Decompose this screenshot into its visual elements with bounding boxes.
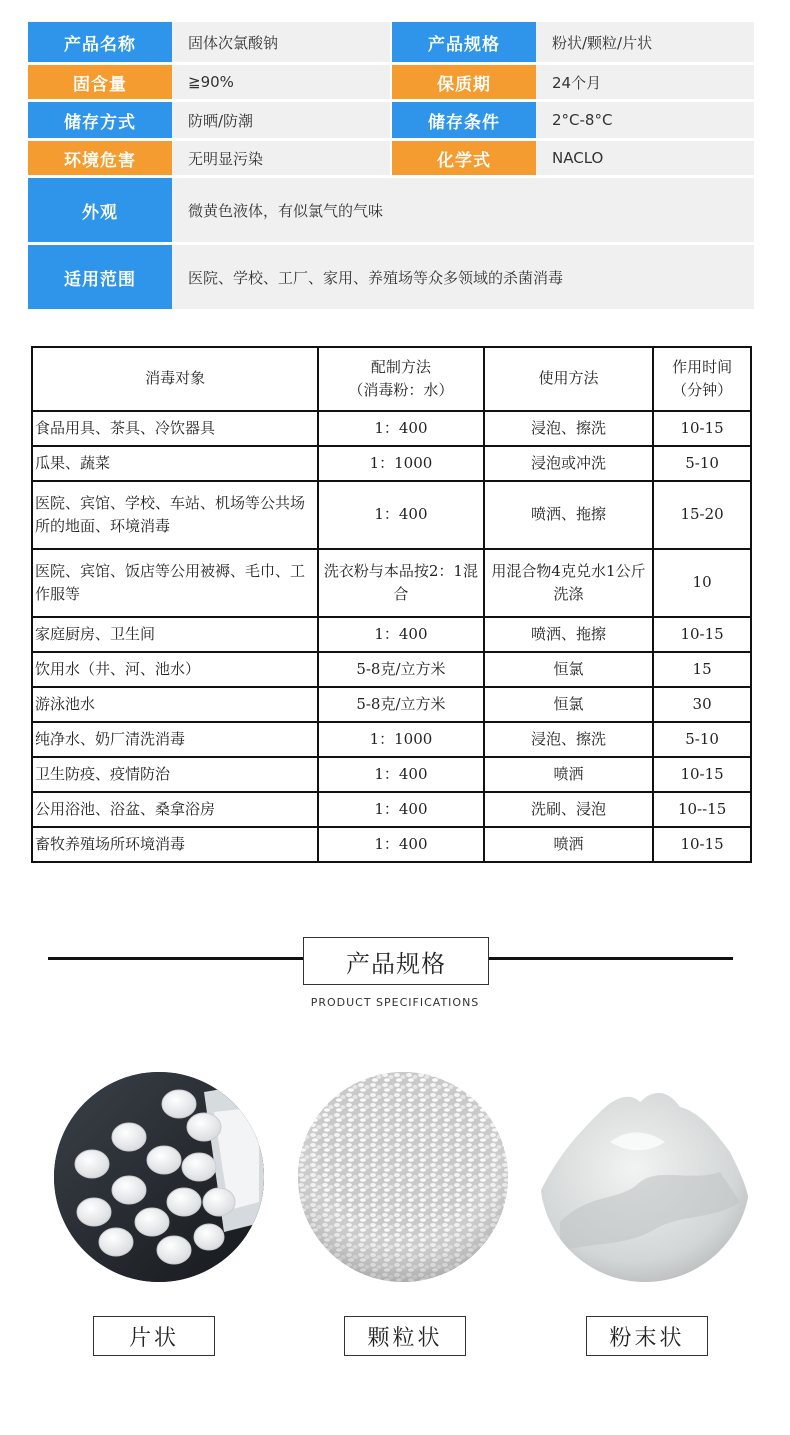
scope-label: 适用范围 (28, 245, 172, 309)
cell-object: 畜牧养殖场所环境消毒 (32, 827, 318, 862)
cell-prep: 5-8克/立方米 (318, 652, 484, 687)
cell-time: 10-15 (653, 411, 751, 446)
spec-label: 储存方式 (28, 102, 172, 138)
cell-object: 医院、宾馆、学校、车站、机场等公共场所的地面、环境消毒 (32, 481, 318, 549)
cell-usage: 用混合物4克兑水1公斤洗涤 (484, 549, 654, 617)
granules-photo (298, 1072, 508, 1282)
header-prep-line2: （消毒粉：水） (348, 381, 454, 399)
spec-label: 化学式 (392, 141, 536, 175)
section-title: 产品规格 (303, 937, 489, 985)
table-row (32, 792, 751, 827)
spec-label: 产品名称 (28, 22, 172, 62)
cell-object: 卫生防疫、疫情防治 (32, 757, 318, 792)
spec-label: 储存条件 (392, 102, 536, 138)
table-row (32, 411, 751, 446)
cell-time: 15-20 (653, 481, 751, 549)
cell-usage: 恒氯 (484, 652, 654, 687)
dosage-header-row (32, 347, 751, 411)
appearance-value: 微黄色液体，有似氯气的气味 (172, 178, 754, 242)
dosage-table (31, 346, 752, 863)
spec-label: 产品规格 (392, 22, 536, 62)
heading-rule-right (488, 957, 733, 960)
cell-usage: 洗刷、浸泡 (484, 792, 654, 827)
cell-time: 10-15 (653, 617, 751, 652)
table-row (32, 757, 751, 792)
cell-usage: 喷洒 (484, 827, 654, 862)
table-row (32, 481, 751, 549)
spec-value: 防晒/防潮 (172, 102, 392, 138)
table-row (32, 687, 751, 722)
spec-value: 2°C-8°C (536, 102, 754, 138)
tablets-photo (54, 1072, 264, 1282)
table-row (32, 652, 751, 687)
cell-time: 10-15 (653, 827, 751, 862)
cell-usage: 喷洒 (484, 757, 654, 792)
cell-time: 5-10 (653, 446, 751, 481)
header-usage: 使用方法 (484, 347, 654, 411)
cell-prep: 1：400 (318, 411, 484, 446)
cell-prep: 1：1000 (318, 446, 484, 481)
cell-prep: 1：400 (318, 757, 484, 792)
header-prep (318, 347, 484, 411)
cell-object: 饮用水（井、河、池水） (32, 652, 318, 687)
cell-object: 游泳池水 (32, 687, 318, 722)
spec-value: 无明显污染 (172, 141, 392, 175)
cell-object: 医院、宾馆、饭店等公用被褥、毛巾、工作服等 (32, 549, 318, 617)
spec-value: NACLO (536, 141, 754, 175)
spec-value: ≧90% (172, 65, 392, 99)
table-row (32, 617, 751, 652)
appearance-label: 外观 (28, 178, 172, 242)
cell-usage: 浸泡或冲洗 (484, 446, 654, 481)
cell-usage: 喷洒、拖擦 (484, 481, 654, 549)
cell-object: 食品用具、茶具、冷饮器具 (32, 411, 318, 446)
cell-prep: 洗衣粉与本品按2：1混合 (318, 549, 484, 617)
cell-prep: 1：400 (318, 617, 484, 652)
powder-photo (540, 1072, 750, 1282)
table-row (32, 722, 751, 757)
cell-time: 10--15 (653, 792, 751, 827)
cell-usage: 浸泡、擦洗 (484, 411, 654, 446)
table-row (32, 446, 751, 481)
cell-time: 10 (653, 549, 751, 617)
heading-rule-left (48, 957, 304, 960)
product-label-tablet: 片状 (93, 1316, 215, 1356)
header-prep-line1: 配制方法 (370, 357, 431, 376)
cell-prep: 1：1000 (318, 722, 484, 757)
product-label-granule: 颗粒状 (344, 1316, 466, 1356)
cell-usage: 浸泡、擦洗 (484, 722, 654, 757)
product-label-powder: 粉末状 (586, 1316, 708, 1356)
cell-prep: 1：400 (318, 827, 484, 862)
cell-prep: 1：400 (318, 481, 484, 549)
spec-value: 粉状/颗粒/片状 (536, 22, 754, 62)
cell-object: 家庭厨房、卫生间 (32, 617, 318, 652)
cell-time: 5-10 (653, 722, 751, 757)
spec-label: 固含量 (28, 65, 172, 99)
cell-object: 公用浴池、浴盆、桑拿浴房 (32, 792, 318, 827)
cell-time: 15 (653, 652, 751, 687)
cell-object: 瓜果、蔬菜 (32, 446, 318, 481)
spec-table (28, 22, 754, 309)
cell-time: 30 (653, 687, 751, 722)
cell-usage: 恒氯 (484, 687, 654, 722)
cell-prep: 5-8克/立方米 (318, 687, 484, 722)
cell-prep: 1：400 (318, 792, 484, 827)
spec-label: 环境危害 (28, 141, 172, 175)
spec-label: 保质期 (392, 65, 536, 99)
tablets-illustration (54, 1072, 264, 1282)
spec-value: 24个月 (536, 65, 754, 99)
spec-value: 固体次氯酸钠 (172, 22, 392, 62)
header-time (653, 347, 751, 411)
header-time-line1: 作用时间 (672, 357, 733, 376)
table-row (32, 549, 751, 617)
section-subtitle: PRODUCT SPECIFICATIONS (310, 996, 480, 1009)
header-object: 消毒对象 (32, 347, 318, 411)
cell-usage: 喷洒、拖擦 (484, 617, 654, 652)
cell-time: 10-15 (653, 757, 751, 792)
cell-object: 纯净水、奶厂清洗消毒 (32, 722, 318, 757)
header-time-line2: （分钟） (672, 381, 733, 399)
granules-illustration (298, 1072, 508, 1282)
table-row (32, 827, 751, 862)
scope-value: 医院、学校、工厂、家用、养殖场等众多领域的杀菌消毒 (172, 245, 754, 309)
powder-illustration (540, 1072, 750, 1282)
